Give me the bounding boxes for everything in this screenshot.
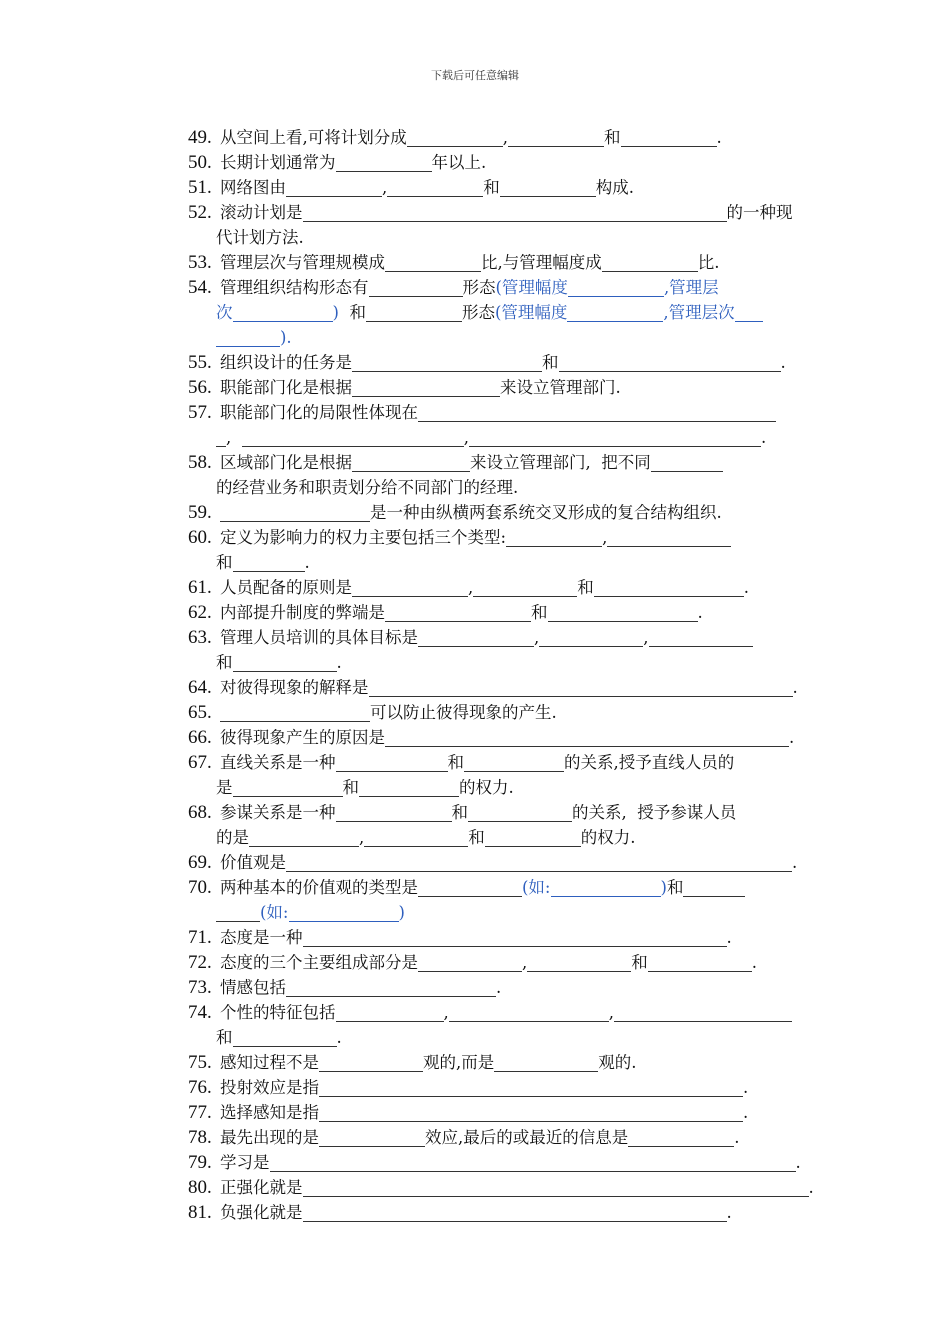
- question-number: 49.: [188, 127, 212, 148]
- blank[interactable]: [628, 1128, 734, 1147]
- text: .: [496, 978, 502, 997]
- text: .: [792, 853, 798, 872]
- hint-text: (管理幅度: [495, 278, 568, 297]
- text: ,: [602, 528, 608, 547]
- question-text: 态度的三个主要组成部分是: [220, 953, 418, 972]
- blank[interactable]: [568, 278, 664, 297]
- text: 的权力.: [580, 828, 636, 847]
- question-text: 最先出现的是: [220, 1128, 319, 1147]
- question-80: [188, 1175, 848, 1200]
- hint-text: 次: [216, 303, 233, 322]
- blank[interactable]: [651, 453, 723, 472]
- question-58-cont: [216, 475, 518, 500]
- question-number: 61.: [188, 577, 212, 598]
- question-number: 81.: [188, 1202, 212, 1223]
- text: .: [336, 653, 342, 672]
- text: 代计划方法.: [216, 228, 304, 247]
- blank[interactable]: [548, 603, 698, 622]
- question-text: 选择感知是指: [220, 1103, 319, 1122]
- text: .: [751, 953, 757, 972]
- blank[interactable]: [418, 953, 522, 972]
- text: 和: [531, 603, 548, 622]
- blank[interactable]: [449, 1003, 609, 1022]
- text: 的一种现: [726, 203, 793, 222]
- question-54-cont: [216, 300, 763, 325]
- blank[interactable]: [369, 678, 793, 697]
- text: 和: [604, 128, 621, 147]
- question-text: 参谋关系是一种: [220, 803, 336, 822]
- text: 效应,最后的或最近的信息是: [425, 1128, 629, 1147]
- question-53: [188, 250, 848, 275]
- blank[interactable]: [289, 903, 399, 922]
- text: .: [304, 553, 310, 572]
- text: 和: [577, 578, 594, 597]
- blank[interactable]: [319, 1078, 743, 1097]
- question-49: [188, 125, 848, 150]
- question-52: [188, 200, 848, 225]
- question-54: [188, 275, 848, 300]
- text: .: [761, 428, 767, 447]
- blank[interactable]: [233, 303, 333, 322]
- question-text: 从空间上看,可将计划分成: [220, 128, 407, 147]
- text: 的关系,授予直线人员的: [564, 753, 735, 772]
- question-70-cont: [216, 900, 405, 925]
- blank[interactable]: [352, 353, 542, 372]
- question-number: 59.: [188, 502, 212, 523]
- blank[interactable]: [233, 778, 343, 797]
- question-63: [188, 625, 848, 650]
- text: ,: [359, 828, 365, 847]
- text: .: [795, 1153, 801, 1172]
- question-67: [188, 750, 848, 775]
- question-51: [188, 175, 848, 200]
- blank[interactable]: [286, 853, 792, 872]
- blank[interactable]: [464, 753, 564, 772]
- question-number: 50.: [188, 152, 212, 173]
- text: .: [336, 1028, 342, 1047]
- question-60: [188, 525, 848, 550]
- question-number: 66.: [188, 727, 212, 748]
- text: 和: [216, 1028, 233, 1047]
- question-number: 69.: [188, 852, 212, 873]
- blank[interactable]: [369, 278, 463, 297]
- text: .: [808, 1178, 814, 1197]
- text: .: [780, 353, 786, 372]
- blank[interactable]: [508, 128, 604, 147]
- blank[interactable]: [468, 803, 572, 822]
- text: 年以上.: [431, 153, 487, 172]
- question-text: 对彼得现象的解释是: [220, 678, 369, 697]
- question-text: 负强化就是: [220, 1203, 303, 1222]
- question-number: 63.: [188, 627, 212, 648]
- text: ,: [522, 953, 528, 972]
- blank[interactable]: [559, 353, 781, 372]
- question-number: 55.: [188, 352, 212, 373]
- blank[interactable]: [249, 828, 359, 847]
- blank[interactable]: [469, 428, 761, 447]
- blank[interactable]: [473, 578, 577, 597]
- hint-text: ,管理层: [663, 278, 719, 297]
- question-number: 79.: [188, 1152, 212, 1173]
- blank[interactable]: [387, 178, 483, 197]
- blank[interactable]: [352, 453, 470, 472]
- text: ,: [468, 578, 474, 597]
- question-text: 管理层次与管理规模成: [220, 253, 385, 272]
- question-number: 54.: [188, 277, 212, 298]
- question-text: 人员配备的原则是: [220, 578, 352, 597]
- question-55: [188, 350, 848, 375]
- question-text: 职能部门化的局限性体现在: [220, 403, 418, 422]
- question-text: 是一种由纵横两套系统交叉形成的复合结构组织.: [370, 503, 722, 522]
- blank[interactable]: [385, 253, 481, 272]
- text: 构成.: [595, 178, 634, 197]
- blank[interactable]: [233, 653, 337, 672]
- question-text: 可以防止彼得现象的产生.: [370, 703, 557, 722]
- blank[interactable]: [303, 203, 727, 222]
- blank[interactable]: [220, 703, 370, 722]
- question-number: 53.: [188, 252, 212, 273]
- question-number: 64.: [188, 677, 212, 698]
- blank[interactable]: [385, 603, 531, 622]
- text: 是: [216, 778, 233, 797]
- blank[interactable]: [385, 728, 789, 747]
- question-text: 个性的特征包括: [220, 1003, 336, 1022]
- question-text: 职能部门化是根据: [220, 378, 352, 397]
- blank[interactable]: [270, 1153, 796, 1172]
- blank[interactable]: [319, 1103, 743, 1122]
- question-62: [188, 600, 848, 625]
- question-58: [188, 450, 848, 475]
- blank[interactable]: [683, 878, 745, 897]
- text: ,: [226, 428, 232, 447]
- text: ,: [382, 178, 388, 197]
- question-59: [188, 500, 848, 525]
- question-number: 77.: [188, 1102, 212, 1123]
- blank[interactable]: [494, 1053, 598, 1072]
- blank[interactable]: [336, 803, 452, 822]
- question-65: [188, 700, 848, 725]
- blank[interactable]: [336, 153, 432, 172]
- question-text: 正强化就是: [220, 1178, 303, 1197]
- question-70: [188, 875, 848, 900]
- blank[interactable]: [216, 903, 260, 922]
- text: .: [743, 1103, 749, 1122]
- text: ,: [608, 1003, 614, 1022]
- text: ,: [643, 628, 649, 647]
- question-number: 80.: [188, 1177, 212, 1198]
- text: 来设立管理部门.: [500, 378, 621, 397]
- question-67-cont: [216, 775, 514, 800]
- question-text: 滚动计划是: [220, 203, 303, 222]
- question-60-cont: [216, 550, 310, 575]
- text: .: [734, 1128, 740, 1147]
- text: 的经营业务和职责划分给不同部门的经理.: [216, 478, 519, 497]
- question-number: 51.: [188, 177, 212, 198]
- question-78: [188, 1125, 848, 1150]
- question-text: 情感包括: [220, 978, 286, 997]
- question-text: 区域部门化是根据: [220, 453, 352, 472]
- text: 和: [342, 778, 359, 797]
- blank[interactable]: [364, 828, 468, 847]
- question-number: 72.: [188, 952, 212, 973]
- hint-text: (如:: [522, 878, 551, 897]
- text: 观的,而是: [423, 1053, 495, 1072]
- question-number: 58.: [188, 452, 212, 473]
- hint-text: ): [660, 878, 667, 897]
- blank[interactable]: [303, 928, 727, 947]
- blank[interactable]: [621, 128, 717, 147]
- text: .: [743, 1078, 749, 1097]
- text: 形态: [461, 303, 495, 322]
- question-text: 两种基本的价值观的类型是: [220, 878, 418, 897]
- blank[interactable]: [485, 828, 581, 847]
- blank[interactable]: [220, 503, 370, 522]
- text: 和: [468, 828, 485, 847]
- blank[interactable]: [567, 303, 663, 322]
- text: 和: [451, 803, 468, 822]
- question-74-cont: [216, 1025, 342, 1050]
- text: 形态: [462, 278, 496, 297]
- blank[interactable]: [233, 1028, 337, 1047]
- question-63-cont: [216, 650, 342, 675]
- question-number: 74.: [188, 1002, 212, 1023]
- blank[interactable]: [319, 1128, 425, 1147]
- text: 把不同: [601, 453, 651, 472]
- text: 和: [216, 553, 233, 572]
- blank[interactable]: [735, 303, 763, 322]
- question-text: 彼得现象产生的原因是: [220, 728, 385, 747]
- question-number: 73.: [188, 977, 212, 998]
- question-number: 52.: [188, 202, 212, 223]
- blank[interactable]: [594, 578, 744, 597]
- blank[interactable]: [551, 878, 661, 897]
- text: ,: [502, 128, 508, 147]
- blank[interactable]: [648, 953, 752, 972]
- question-73: [188, 975, 848, 1000]
- question-text: 长期计划通常为: [220, 153, 336, 172]
- question-74: [188, 1000, 848, 1025]
- question-text: 内部提升制度的弊端是: [220, 603, 385, 622]
- text: 的权力.: [459, 778, 514, 797]
- text: ,: [443, 1003, 449, 1022]
- blank[interactable]: [286, 178, 382, 197]
- question-text: 感知过程不是: [220, 1053, 319, 1072]
- question-text: 态度是一种: [220, 928, 303, 947]
- question-79: [188, 1150, 848, 1175]
- hint-text: ).: [280, 328, 292, 347]
- text: 和: [542, 353, 559, 372]
- question-text: 学习是: [220, 1153, 270, 1172]
- question-text: 投射效应是指: [220, 1078, 319, 1097]
- question-number: 70.: [188, 877, 212, 898]
- blank[interactable]: [418, 878, 522, 897]
- question-71: [188, 925, 848, 950]
- hint-text: ,管理层次: [663, 303, 735, 322]
- text: 授予参谋人员: [637, 803, 737, 822]
- question-text: 管理组织结构形态有: [220, 278, 369, 297]
- text: 和: [447, 753, 464, 772]
- question-number: 76.: [188, 1077, 212, 1098]
- question-number: 62.: [188, 602, 212, 623]
- blank[interactable]: [352, 578, 468, 597]
- text: .: [726, 1203, 732, 1222]
- question-54-cont2: [216, 325, 292, 350]
- text: 和: [666, 878, 684, 897]
- text: .: [697, 603, 703, 622]
- blank[interactable]: [242, 428, 464, 447]
- question-69: [188, 850, 848, 875]
- question-text: 管理人员培训的具体目标是: [220, 628, 418, 647]
- blank[interactable]: [602, 253, 698, 272]
- question-number: 75.: [188, 1052, 212, 1073]
- text: .: [743, 578, 749, 597]
- question-64: [188, 675, 848, 700]
- question-68-cont: [216, 825, 636, 850]
- blank[interactable]: [359, 778, 459, 797]
- question-text: 网络图由: [220, 178, 286, 197]
- text: 观的.: [598, 1053, 637, 1072]
- question-number: 67.: [188, 752, 212, 773]
- question-50: [188, 150, 848, 175]
- text: .: [789, 728, 795, 747]
- text: 和: [631, 953, 648, 972]
- hint-text: ): [398, 903, 405, 922]
- blank[interactable]: [216, 328, 280, 347]
- page-header: 下载后可任意编辑: [431, 69, 519, 82]
- hint-text: (如:: [260, 903, 289, 922]
- text: 和: [216, 653, 233, 672]
- question-76: [188, 1075, 848, 1100]
- blank[interactable]: [614, 1003, 792, 1022]
- hint-text: ): [332, 303, 339, 322]
- question-number: 65.: [188, 702, 212, 723]
- text: 比,与管理幅度成: [481, 253, 602, 272]
- blank[interactable]: [607, 528, 731, 547]
- hint-text: (管理幅度: [494, 303, 568, 322]
- question-number: 71.: [188, 927, 212, 948]
- blank[interactable]: [303, 1178, 809, 1197]
- question-77: [188, 1100, 848, 1125]
- blank[interactable]: [352, 378, 500, 397]
- question-text: 组织设计的任务是: [220, 353, 352, 372]
- blank[interactable]: [407, 128, 503, 147]
- question-number: 57.: [188, 402, 212, 423]
- text: 的关系,: [572, 803, 627, 822]
- text: 和: [349, 303, 366, 322]
- blank[interactable]: [336, 753, 448, 772]
- blank[interactable]: [539, 628, 643, 647]
- question-72: [188, 950, 848, 975]
- question-57: [188, 400, 848, 425]
- question-68: [188, 800, 848, 825]
- blank[interactable]: [366, 303, 462, 322]
- text: ,: [534, 628, 540, 647]
- question-number: 78.: [188, 1127, 212, 1148]
- blank[interactable]: [286, 978, 496, 997]
- text: 比.: [697, 253, 720, 272]
- text: 来设立管理部门,: [470, 453, 591, 472]
- text: 和: [483, 178, 500, 197]
- blank[interactable]: [336, 1003, 444, 1022]
- blank[interactable]: [418, 403, 776, 422]
- blank[interactable]: [506, 528, 602, 547]
- question-75: [188, 1050, 848, 1075]
- blank[interactable]: [500, 178, 596, 197]
- text: ,: [463, 428, 469, 447]
- question-text: 直线关系是一种: [220, 753, 336, 772]
- question-61: [188, 575, 848, 600]
- text: 的是: [216, 828, 249, 847]
- blank[interactable]: [418, 628, 534, 647]
- question-text: 价值观是: [220, 853, 286, 872]
- blank[interactable]: [216, 428, 226, 447]
- blank[interactable]: [303, 1203, 727, 1222]
- blank[interactable]: [527, 953, 631, 972]
- text: .: [726, 928, 732, 947]
- question-81: [188, 1200, 848, 1225]
- question-57-cont: [216, 425, 766, 450]
- question-number: 68.: [188, 802, 212, 823]
- question-52-cont: [216, 225, 304, 250]
- blank[interactable]: [649, 628, 753, 647]
- text: .: [792, 678, 798, 697]
- question-text: 定义为影响力的权力主要包括三个类型:: [220, 528, 507, 547]
- text: .: [716, 128, 722, 147]
- blank[interactable]: [233, 553, 305, 572]
- blank[interactable]: [319, 1053, 423, 1072]
- question-number: 60.: [188, 527, 212, 548]
- question-56: [188, 375, 848, 400]
- question-number: 56.: [188, 377, 212, 398]
- question-66: [188, 725, 848, 750]
